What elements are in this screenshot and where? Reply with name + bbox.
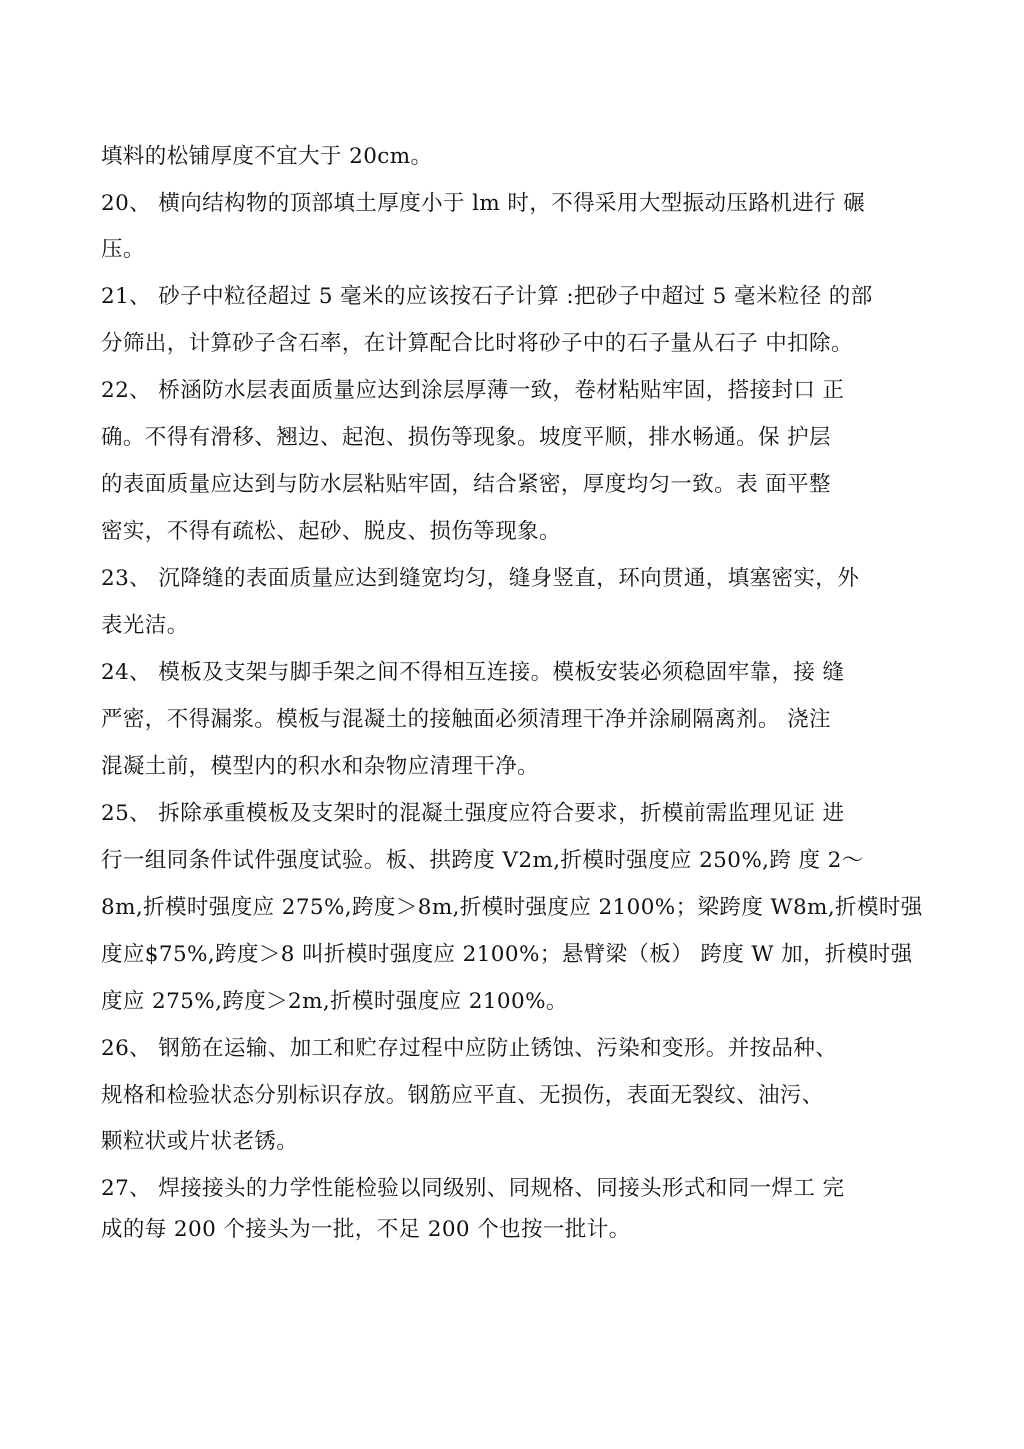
- text-line: 压。: [101, 237, 145, 262]
- text-line: 22、 桥涵防水层表面质量应达到涂层厚薄一致，卷材粘贴牢固，搭接封口 正: [101, 378, 845, 403]
- text-line: 度应 275%,跨度＞2m,折模时强度应 2100%。: [101, 989, 568, 1014]
- text-line: 8m,折模时强度应 275%,跨度＞8m,折模时强度应 2100%；梁跨度 W8m,折模时强: [101, 895, 923, 920]
- text-line: 表光洁。: [101, 613, 189, 638]
- text-line: 行一组同条件试件强度试验。板、拱跨度 V2m,折模时强度应 250%,跨 度 2～: [101, 848, 864, 873]
- text-line: 确。不得有滑移、翘边、起泡、损伤等现象。坡度平顺，排水畅通。保 护层: [101, 425, 831, 450]
- text-line: 25、 拆除承重模板及支架时的混凝土强度应符合要求，折模前需监理见证 进: [101, 801, 845, 826]
- text-line: 21、 砂子中粒径超过 5 毫米的应该按石子计算 :把砂子中超过 5 毫米粒径 的部: [101, 284, 873, 309]
- text-line: 密实，不得有疏松、起砂、脱皮、损伤等现象。: [101, 519, 561, 544]
- text-line: 27、 焊接接头的力学性能检验以同级别、同规格、同接头形式和同一焊工 完: [101, 1176, 845, 1201]
- text-line: 23、 沉降缝的表面质量应达到缝宽均匀，缝身竖直，环向贯通，填塞密实，外: [101, 566, 860, 591]
- text-line: 填料的松铺厚度不宜大于 20cm。: [101, 144, 433, 169]
- text-line: 规格和检验状态分别标识存放。钢筋应平直、无损伤，表面无裂纹、油污、: [101, 1083, 824, 1108]
- text-line: 严密，不得漏浆。模板与混凝土的接触面必须清理干净并涂刷隔离剂。 浇注: [101, 707, 831, 732]
- text-line: 26、 钢筋在运输、加工和贮存过程中应防止锈蚀、污染和变形。并按品种、: [101, 1036, 838, 1061]
- text-line: 混凝土前，模型内的积水和杂物应清理干净。: [101, 754, 540, 779]
- text-line: 度应$75%,跨度＞8 叫折模时强度应 2100%；悬臂梁（板） 跨度 W 加，折模时强: [101, 942, 913, 967]
- text-line: 的表面质量应达到与防水层粘贴牢固，结合紧密，厚度均匀一致。表 面平整: [101, 472, 831, 497]
- text-line: 24、 模板及支架与脚手架之间不得相互连接。模板安装必须稳固牢靠，接 缝: [101, 660, 845, 685]
- text-line: 成的每 200 个接头为一批，不足 200 个也按一批计。: [101, 1217, 631, 1242]
- text-line: 20、 横向结构物的顶部填土厚度小于 lm 时，不得采用大型振动压路机进行 碾: [101, 191, 866, 216]
- text-line: 颗粒状或片状老锈。: [101, 1129, 299, 1154]
- text-line: 分筛出，计算砂子含石率，在计算配合比时将砂子中的石子量从石子 中扣除。: [101, 331, 853, 356]
